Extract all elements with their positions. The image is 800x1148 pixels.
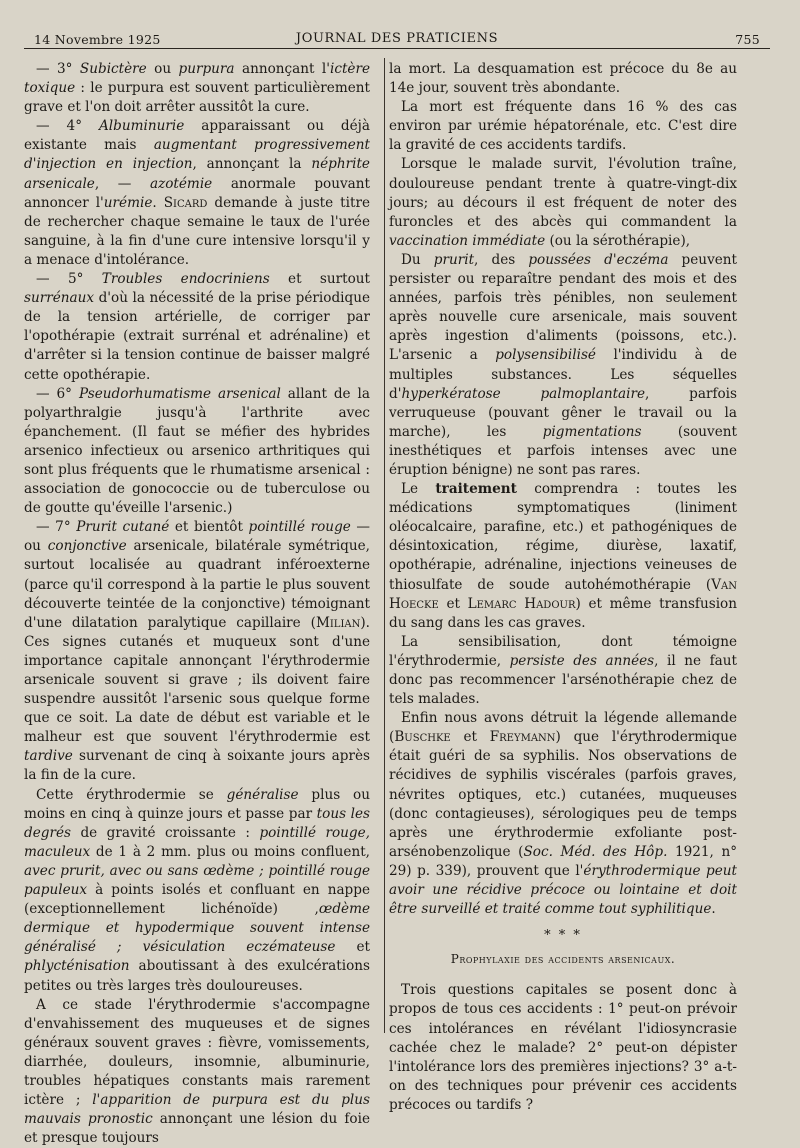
paragraph-erythrodermie: Cette érythrodermie se généralise plus ou moins en cinq à quinze jours et passe par tous les degrés de gravité croissante : pointillé rouge, maculeux de 1 à 2 mm. plus ou moins confluent, avec prurit, avec ou sans œdème ; pointillé rouge papuleux à points isolés et confluant en nappe (exceptionnellement lichénoïde) ,œdème dermique et hypodermique souvent intense généralisé ; vésiculation eczémateuse et phlycténisation aboutissant à des exulcérations petites ou très larges très douloureuses. — [24, 786, 371, 994]
section-separator-stars: * * * — [544, 928, 582, 944]
paragraph-sensibilisation: La sensibilisation, dont témoigne l'érythrodermie, persiste des années, il ne faut donc pas recommencer l'arsénothérapie chez de tels malades. — [389, 633, 737, 708]
paragraph-pseudorhumatisme: — 6° Pseudorhumatisme arsenical allant de la polyarthralgie jusqu'à l'arthrite avec épanchement. (Il faut se méfier des hybrides arsenico infectieux ou arsenico arthritiques qui sont plus fréquents que le rhumatisme arsenical : association de gonococcie ou de tuberculose ou de goutte qu'éveille l'arsenic.) — [24, 385, 370, 517]
header-page-number: 755 — [735, 32, 760, 47]
paragraph-prurit-sequelles: Du prurit, des poussées d'eczéma peuvent persister ou reparaître pendant des mois et des années, parfois très pénibles, non seulement après nouvelle cure arsenicale, mais souvent après ingestion d'aliments (poissons, etc.). L'arsenic a polysensibilisé l'individu à de multiples substances. Les séquelles d'hyperkératose palmoplantaire, parfois verruqueuse (pouvant gêner le travail ou la marche), les pigmentations (souvent inesthétiques et parfois intenses avec une éruption bénigne) ne sont pas rares. — [389, 251, 738, 478]
paragraph-albuminurie: — 4° Albuminurie apparaissant ou déjà existante mais augmentant progressivement d'injection en injection, annonçant la néphrite arsenicale, — azotémie anormale pouvant annoncer l'urémie. Sicard demande à juste titre de rechercher chaque semaine le taux de l'urée sanguine, à la fin d'une cure intensive lorsqu'il y a menace d'intolérance. — [24, 118, 370, 268]
header-date: 14 Novembre 1925 — [34, 32, 161, 47]
paragraph-evolution: Lorsque le malade survit, l'évolution traîne, douloureuse pendant trente à quatre-vingt-dix jours; au décours il est fréquent de noter des furoncles et des abcès qui commandent la vaccination immédiate (ou la sérothérapie), — [389, 156, 737, 249]
header-journal-title: JOURNAL DES PRATICIENS — [295, 31, 499, 46]
left-column — [24, 60, 370, 1148]
paragraph-troubles-endocriniens: — 5° Troubles endocriniens et surtout surrénaux d'où la nécessité de la prise périodique de la tension artérielle, de corriger par l'opothérapie (extrait surrénal et adrénaline) et d'arrêter si la tension continue de baisser malgré cette opothérapie. — [24, 271, 371, 383]
paragraph-subictere: — 3° Subictère ou purpura annonçant l'ictère toxique : le purpura est souvent particulièrement grave et l'on doit arrêter aussitôt la cure. — [24, 61, 370, 116]
paragraph-mortalite: La mort est fréquente dans 16 % des cas environ par urémie hépatorénale, etc. C'est dire la gravité de ces accidents tardifs. — [389, 99, 737, 154]
paragraph-traitement: Le traitement comprendra : toutes les médications symptomatiques (liniment oléocalcaire, parafine, etc.) et pathogéniques de désintoxication, régime, diurèse, laxatif, opothérapie, adrénaline, injections veineuses de thiosulfate de soude autohémothérapie (Van Hoecke et Lemarc Hadour) et même transfusion du sang dans les cas graves. — [389, 481, 737, 631]
paragraph-prurit-cutane: — 7° Prurit cutané et bientôt pointillé rouge — ou conjonctive arsenicale, bilatérale symétrique, surtout localisée au quadrant inféroexterne (parce qu'il correspond à la partie le plus souvent découverte teintée de la conjonctive) témoignant d'une dilatation paralytique capillaire (Milian). Ces signes cutanés et muqueux sont d'une importance capitale annonçant l'érythrodermie arsenicale souvent si grave ; ils doivent faire suspendre aussitôt l'arsenic sous quelque forme que ce soit. La date de début est variable et le malheur est que souvent l'érythrodermie est tardive survenant de cinq à soixante jours après la fin de la cure. — [24, 519, 370, 784]
paragraph-legende-allemande: Enfin nous avons détruit la légende allemande (Buschke et Freymann) que l'érythrodermique était guéri de sa syphilis. Nos observations de récidives de syphilis viscérales (parfois graves, névrites optiques, etc.) cutanées, muqueuses (donc contagieuses), sérologiques peu de temps après une érythrodermie exfoliante post-arsénobenzolique (Soc. Méd. des Hôp. 1921, n° 29) p. 339), prouvent que l'érythrodermique peut avoir une récidive précoce ou lointaine et doit être surveillé et traité comme tout syphilitique. — [389, 710, 738, 918]
section-title-prophylaxie: Prophylaxie des accidents arsenicaux. — [450, 952, 676, 967]
paragraph-envahissement: A ce stade l'érythrodermie s'accompagne d'envahissement des muqueuses et de signes généraux souvent graves : fièvre, vomissements, diarrhée, douleurs, insomnie, albuminurie, troubles hépatiques constants mais rarement ictère ; l'apparition de purpura est du plus mauvais pronostic annonçant une lésion du foie et presque toujours — [24, 996, 371, 1147]
page-header — [34, 26, 760, 48]
paragraph-mort: la mort. La desquamation est précoce du 8e au 14e jour, souvent très abondante. — [389, 61, 737, 97]
header-rule — [24, 48, 770, 49]
paragraph-questions: Trois questions capitales se posent donc à propos de tous ces accidents : 1° peut-on prévoir ces intolérances en révélant l'idiosyncrasie cachée chez le malade? 2° peut-on dépister l'intolérance lors des premières injections? 3° a-t-on des techniques pour prévenir ces accidents précoces ou tardifs ? — [389, 982, 737, 1113]
right-column — [389, 60, 737, 1115]
column-divider — [384, 58, 385, 1033]
